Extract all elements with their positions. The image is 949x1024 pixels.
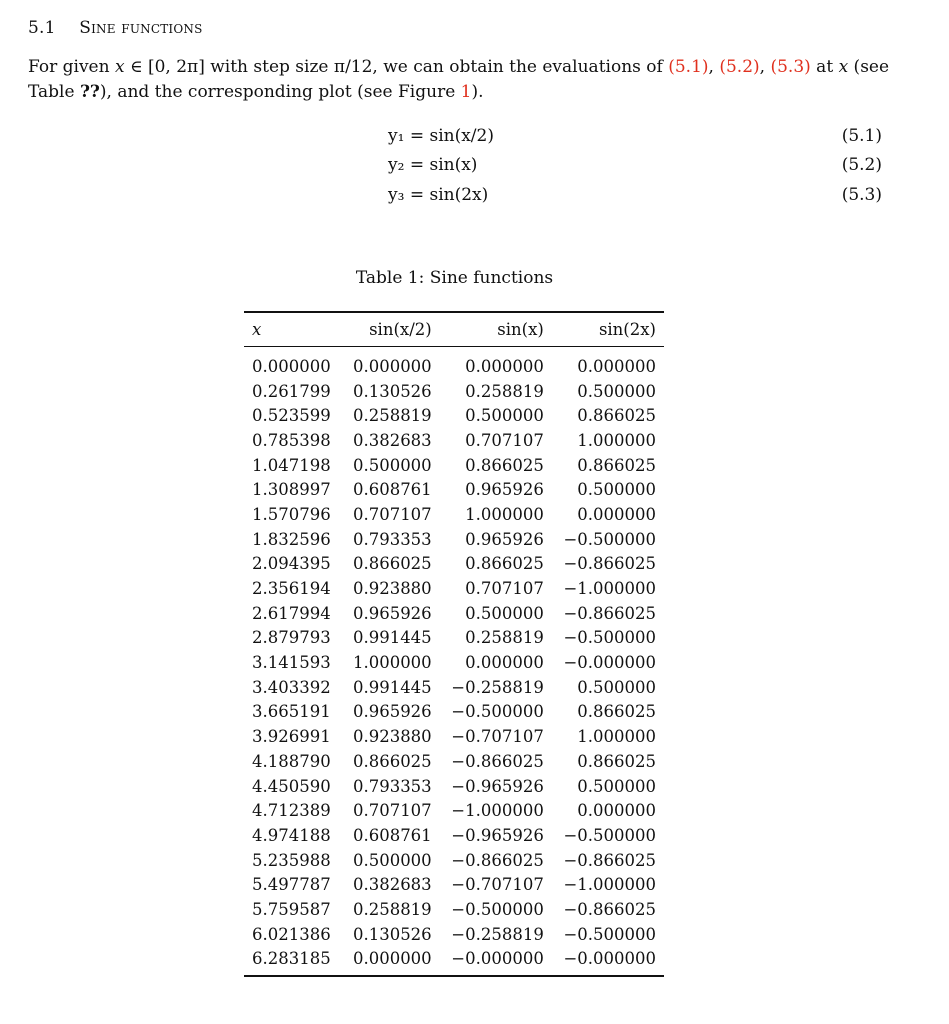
equation-3: y₃ = sin(2x) (388, 185, 489, 205)
intro-paragraph (28, 55, 908, 105)
table-cell: 6.283185 (252, 949, 331, 969)
table-cell: 6.021386 (252, 924, 331, 944)
table-row (244, 774, 664, 799)
table-cell: 0.500000 (465, 603, 544, 623)
table-row (244, 347, 664, 379)
table-cell: 0.000000 (577, 504, 656, 524)
table-cell: 0.258819 (465, 381, 544, 401)
table-row (244, 576, 664, 601)
table-cell: 0.866025 (465, 455, 544, 475)
table-cell: 0.500000 (465, 406, 544, 426)
table-cell: −0.866025 (563, 850, 656, 870)
table-cell: 1.000000 (352, 653, 432, 673)
math-var: x (114, 57, 125, 77)
equation-2: y₂ = sin(x) (388, 155, 478, 175)
eq-ref-5-1[interactable]: (5.1) (668, 57, 709, 77)
table-cell: −0.500000 (451, 899, 544, 919)
table-cell: 1.570796 (252, 504, 331, 524)
table-cell: 1.000000 (577, 727, 656, 747)
table-cell: −0.500000 (451, 702, 544, 722)
intro-text: (see Table (28, 57, 890, 102)
table-row (244, 650, 664, 675)
table-cell: −0.258819 (451, 677, 544, 697)
table-row (244, 848, 664, 873)
table-cell: 0.707107 (352, 504, 432, 524)
table-cell: 0.500000 (577, 776, 656, 796)
table-cell: 4.974188 (252, 825, 331, 845)
table-row (244, 675, 664, 700)
intro-text: For given (28, 57, 115, 77)
table-cell: 0.000000 (252, 356, 331, 376)
table-cell: −0.500000 (563, 628, 656, 648)
table-cell: 3.665191 (252, 702, 331, 722)
table-cell: 0.866025 (352, 554, 432, 574)
table-cell: 0.130526 (352, 924, 432, 944)
table-cell: −0.866025 (563, 899, 656, 919)
section-heading (28, 18, 203, 38)
table-cell: 3.926991 (252, 727, 331, 747)
section-number: 5.1 (28, 18, 56, 38)
table-cell: 4.712389 (252, 801, 331, 821)
table-cell: 2.617994 (252, 603, 331, 623)
table-cell: 0.707107 (352, 801, 432, 821)
table-row (244, 428, 664, 453)
table-cell: −1.000000 (563, 875, 656, 895)
table-cell: 0.991445 (352, 677, 432, 697)
math-var: x (838, 57, 849, 77)
eq-ref-5-3[interactable]: (5.3) (770, 57, 811, 77)
table-cell: 0.866025 (352, 751, 432, 771)
table-cell: 0.965926 (465, 480, 544, 500)
table-cell: −1.000000 (451, 801, 544, 821)
table-cell: 1.832596 (252, 529, 331, 549)
equation-number-2: (5.2) (841, 155, 882, 175)
table-cell: 2.879793 (252, 628, 331, 648)
table-row (244, 823, 664, 848)
table-cell: 0.965926 (352, 603, 432, 623)
table-cell: 5.759587 (252, 899, 331, 919)
table-cell: 0.785398 (252, 430, 331, 450)
table-cell: 0.000000 (352, 949, 432, 969)
table-cell: 0.866025 (465, 554, 544, 574)
table-cell: 0.258819 (465, 628, 544, 648)
table-cell: 0.923880 (352, 727, 432, 747)
table-cell: 0.382683 (352, 430, 432, 450)
table-cell: 0.866025 (577, 406, 656, 426)
intro-text: ). (471, 82, 484, 102)
intro-text: at (810, 57, 839, 77)
table-cell: 1.000000 (465, 504, 544, 524)
table-cell: −0.258819 (451, 924, 544, 944)
table-cell: 0.500000 (352, 850, 432, 870)
table-body (244, 347, 664, 977)
table-cell: −0.866025 (451, 850, 544, 870)
table-row (244, 552, 664, 577)
table-cell: 0.523599 (252, 406, 331, 426)
separator: , (708, 57, 720, 77)
table-ref[interactable]: ?? (79, 82, 100, 102)
table-cell: 0.793353 (352, 529, 432, 549)
table-cell: 0.965926 (352, 702, 432, 722)
table-cell: 0.130526 (352, 381, 432, 401)
table-cell: 0.500000 (577, 480, 656, 500)
table-cell: 2.356194 (252, 579, 331, 599)
table-cell: 0.000000 (352, 356, 432, 376)
table-cell: 1.000000 (577, 430, 656, 450)
table-cell: −0.000000 (451, 949, 544, 969)
table-cell: 0.965926 (465, 529, 544, 549)
table-cell: 0.923880 (352, 579, 432, 599)
section-title: Sine functions (79, 18, 203, 38)
table-cell: −0.000000 (563, 653, 656, 673)
intro-text: ∈ [0, 2π] with step size π/12, we can obtain the evaluations of (124, 57, 669, 77)
table-cell: −0.500000 (563, 825, 656, 845)
table-row (244, 700, 664, 725)
table-cell: 0.382683 (352, 875, 432, 895)
table-cell: 0.608761 (352, 825, 432, 845)
table-row (244, 798, 664, 823)
table-cell: −0.707107 (451, 875, 544, 895)
table-row (244, 502, 664, 527)
sine-table (244, 311, 664, 977)
table-cell: 0.866025 (577, 455, 656, 475)
column-header-x: x (244, 312, 342, 347)
table-row (244, 749, 664, 774)
table-cell: −0.866025 (563, 603, 656, 623)
figure-ref[interactable]: 1 (460, 82, 472, 102)
separator: , (759, 57, 771, 77)
table-cell: 4.450590 (252, 776, 331, 796)
table-cell: −0.707107 (451, 727, 544, 747)
intro-text: ), and the corresponding plot (see Figure (99, 82, 461, 102)
table-cell: 0.000000 (465, 356, 544, 376)
table-cell: −0.500000 (563, 924, 656, 944)
table-cell: 0.258819 (352, 406, 432, 426)
table-caption: Table 1: Sine functions (355, 268, 554, 288)
column-header-sin-x: sin(x) (440, 312, 552, 347)
column-header-sin-2x: sin(2x) (552, 312, 664, 347)
table-cell: 0.866025 (577, 751, 656, 771)
table-cell: 0.258819 (352, 899, 432, 919)
table-cell: 0.866025 (577, 702, 656, 722)
table-cell: 2.094395 (252, 554, 331, 574)
table-row (244, 379, 664, 404)
equation-number-3: (5.3) (841, 185, 882, 205)
table-cell: 0.707107 (465, 430, 544, 450)
column-header-sin-half-x: sin(x/2) (342, 312, 440, 347)
table-cell: 0.000000 (465, 653, 544, 673)
table-row (244, 922, 664, 947)
table-row (244, 453, 664, 478)
table-cell: 0.500000 (577, 381, 656, 401)
table-cell: −1.000000 (563, 579, 656, 599)
table-cell: −0.866025 (563, 554, 656, 574)
table-row (244, 477, 664, 502)
table-cell: −0.866025 (451, 751, 544, 771)
table-header-row (244, 312, 664, 347)
table-cell: 0.500000 (577, 677, 656, 697)
table-cell: −0.000000 (563, 949, 656, 969)
table-cell: 0.608761 (352, 480, 432, 500)
table-row (244, 626, 664, 651)
table-cell: 1.047198 (252, 455, 331, 475)
table-cell: −0.965926 (451, 776, 544, 796)
table-cell: 0.991445 (352, 628, 432, 648)
eq-ref-5-2[interactable]: (5.2) (719, 57, 760, 77)
table-cell: 5.235988 (252, 850, 331, 870)
table-row (244, 947, 664, 977)
table-cell: 0.707107 (465, 579, 544, 599)
equation-number-1: (5.1) (841, 126, 882, 146)
table-row (244, 403, 664, 428)
table-row (244, 897, 664, 922)
table-row (244, 601, 664, 626)
table-cell: −0.965926 (451, 825, 544, 845)
table-cell: 0.000000 (577, 801, 656, 821)
table-cell: 5.497787 (252, 875, 331, 895)
table-cell: 0.261799 (252, 381, 331, 401)
table-cell: −0.500000 (563, 529, 656, 549)
table-cell: 1.308997 (252, 480, 331, 500)
table-cell: 3.141593 (252, 653, 331, 673)
table-cell: 3.403392 (252, 677, 331, 697)
table-cell: 0.793353 (352, 776, 432, 796)
table-cell: 0.000000 (577, 356, 656, 376)
table-row (244, 724, 664, 749)
table-row (244, 872, 664, 897)
table-cell: 4.188790 (252, 751, 331, 771)
equation-1: y₁ = sin(x/2) (388, 126, 494, 146)
table-cell: 0.500000 (352, 455, 432, 475)
table-row (244, 527, 664, 552)
